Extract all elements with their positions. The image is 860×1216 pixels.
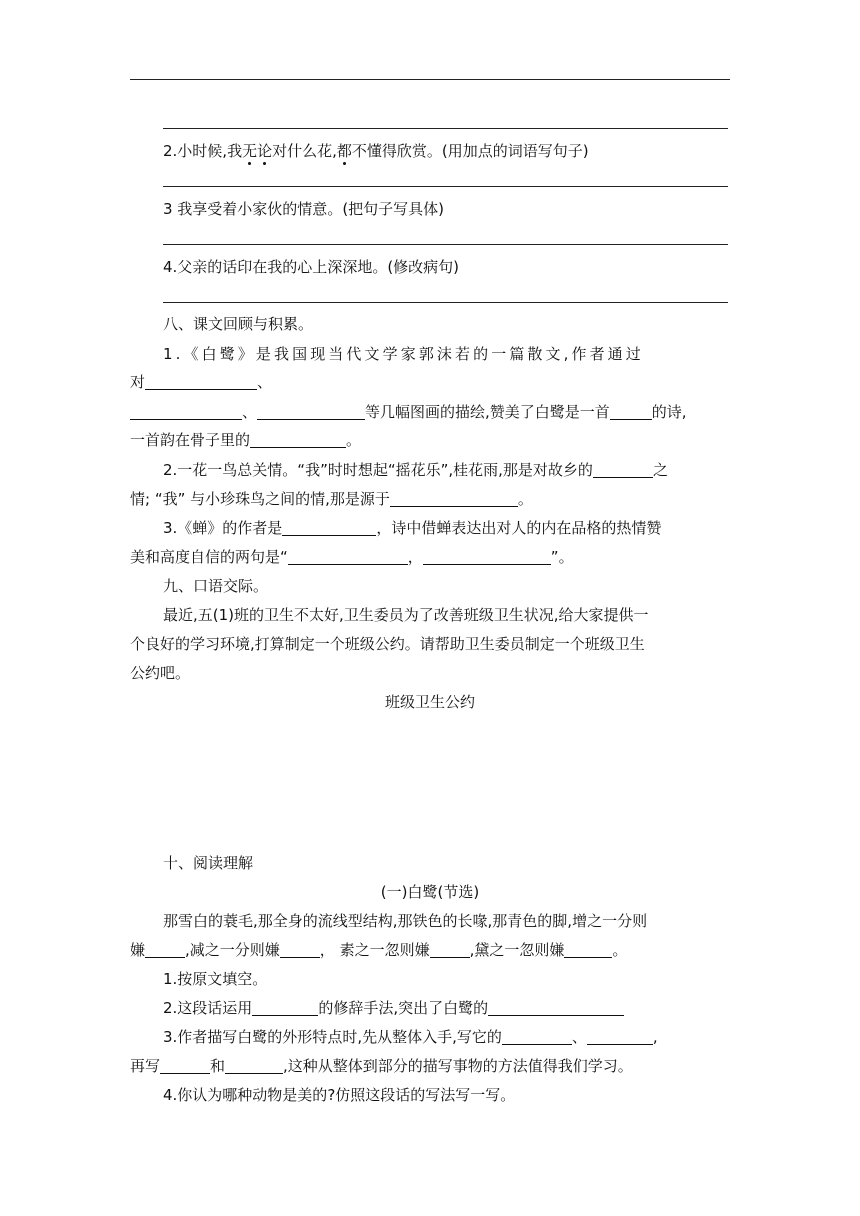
fill-blank[interactable]: [610, 403, 652, 420]
fill-blank[interactable]: [390, 490, 518, 507]
s10-q1: 1.按原文填空。: [163, 970, 268, 988]
answer-line-q2[interactable]: [163, 186, 728, 187]
s8-q1-line2: 对 、: [130, 373, 273, 391]
fill-blank[interactable]: [225, 1057, 283, 1074]
section-10-heading: 十、阅读理解: [163, 854, 254, 872]
s8-q1-line3: 、 等几幅图画的描绘,赞美了白鹭是一首 的诗,: [130, 402, 687, 422]
fill-blank[interactable]: [145, 941, 185, 958]
s10-q4: 4.你认为哪种动物是美的?仿照这段话的写法写一写。: [163, 1086, 516, 1104]
fill-blank[interactable]: [252, 999, 318, 1016]
fill-blank[interactable]: [145, 373, 257, 390]
s10-q3-line1: 3.作者描写白鹭的外形特点时,先从整体入手,写它的 、 ,: [163, 1028, 658, 1046]
s9-paragraph-line3: 公约吧。: [130, 664, 191, 682]
fill-blank[interactable]: [130, 403, 242, 420]
fill-blank[interactable]: [257, 403, 365, 420]
fill-blank[interactable]: [280, 941, 320, 958]
q7-item-4: 4.父亲的话印在我的心上深深地。(修改病句): [163, 258, 460, 276]
fill-blank[interactable]: [423, 548, 551, 565]
fill-blank[interactable]: [250, 431, 346, 448]
fill-blank[interactable]: [488, 999, 624, 1016]
convention-title: 班级卫生公约: [384, 693, 475, 711]
page-top-rule: [130, 79, 730, 80]
answer-line-q3[interactable]: [163, 244, 728, 245]
s8-q2-line2: 情; “我” 与小珍珠鸟之间的情,那是源于 。: [130, 490, 533, 508]
fill-blank[interactable]: [593, 461, 653, 478]
answer-line-q1[interactable]: [163, 128, 728, 129]
s8-q1-line1: 1.《白鹭》是我国现当代文学家郭沫若的一篇散文,作者通过: [163, 345, 644, 363]
emphasis-char: 都: [336, 142, 352, 160]
q7-item-2: 2.小时候,我无论对什么花,都不懂得欣赏。(用加点的词语写句子): [163, 142, 589, 160]
fill-blank[interactable]: [160, 1057, 210, 1074]
fill-blank[interactable]: [502, 1028, 572, 1045]
s10-q2: 2.这段话运用 的修辞手法,突出了白鹭的: [163, 998, 624, 1018]
reading-subtitle: (一)白鹭(节选): [380, 883, 480, 901]
fill-blank[interactable]: [288, 548, 408, 565]
s8-q3-line2: 美和高度自信的两句是“ ， ”。: [130, 548, 574, 566]
section-9-heading: 九、口语交际。: [163, 577, 269, 595]
s8-q2-line1: 2.一花一鸟总关情。“我”时时想起“摇花乐”,桂花雨,那是对故乡的 之: [163, 461, 668, 479]
s9-paragraph-line2: 个良好的学习环境,打算制定一个班级公约。请帮助卫生委员制定一个班级卫生: [130, 635, 645, 653]
q7-item-3: 3 我享受着小家伙的情意。(把句子写具体): [163, 200, 445, 218]
s10-paragraph-line1: 那雪白的蓑毛,那全身的流线型结构,那铁色的长喙,那青色的脚,增之一分则: [163, 912, 648, 930]
emphasis-char: 无: [242, 142, 258, 160]
s10-paragraph-line2: 嫌 ,减之一分则嫌 ， 素之一忽则嫌 ,黛之一忽则嫌 。: [130, 941, 628, 959]
emphasis-char: 论: [257, 142, 273, 160]
s8-q1-line4: 一首韵在骨子里的 。: [130, 431, 362, 449]
s10-q3-line2: 再写 和 ,这种从整体到部分的描写事物的方法值得我们学习。: [130, 1057, 633, 1075]
section-8-heading: 八、课文回顾与积累。: [163, 315, 314, 333]
fill-blank[interactable]: [587, 1028, 653, 1045]
s8-q3-line1: 3.《蝉》的作者是 ，诗中借蝉表达出对人的内在品格的热情赞: [163, 519, 662, 537]
fill-blank[interactable]: [564, 941, 612, 958]
answer-line-q4[interactable]: [163, 302, 728, 303]
s9-paragraph-line1: 最近,五(1)班的卫生不太好,卫生委员为了改善班级卫生状况,给大家提供一: [163, 606, 649, 624]
fill-blank[interactable]: [282, 519, 376, 536]
fill-blank[interactable]: [430, 941, 470, 958]
